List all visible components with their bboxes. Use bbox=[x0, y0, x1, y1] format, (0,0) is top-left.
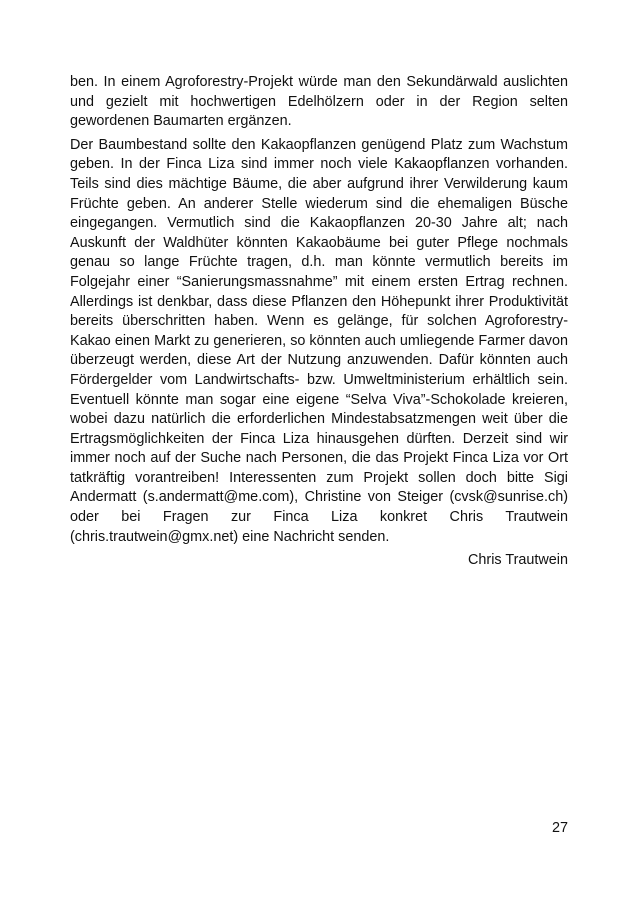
paragraph-2: Der Baumbestand sollte den Kakaopflanzen genügend Platz zum Wachstum geben. In der Finca Liza sind immer noch viele Kakaopflanzen vorhanden. Teils sind dies mächtige Bäume, die aber aufgrund ihrer Verwilderung kaum Früchte geben. An anderer Stelle wiederum sind die ehemaligen Büsche eingegangen. Vermutlich sind die Kakaopflanzen 20-30 Jahre alt; nach Auskunft der Waldhüter könnten Kakaobäume bei guter Pflege nochmals genau so lange Früchte tragen, d.h. man könnte vermutlich bereits im Folgejahr einer “Sanierungsmassnahme” mit einem ersten Ertrag rechnen. Allerdings ist denkbar, dass diese Pflanzen den Höhepunkt ihrer Produktivität bereits überschritten haben. Wenn es gelänge, für solchen Agroforestry-Kakao einen Markt zu generieren, so könnten auch umliegende Farmer davon überzeugt werden, diese Art der Nutzung anzuwenden. Dafür könnten auch Fördergelder vom Landwirtschafts- bzw. Umweltministerium erhältlich sein. Eventuell könnte man sogar eine eigene “Selva Viva”-Schokolade kreieren, wobei dazu natürlich die erforderlichen Mindestabsatzmengen weit über die Ertragsmöglichkeiten der Finca Liza hinausgehen dürften. Derzeit sind wir immer noch auf der Suche nach Personen, die das Projekt Finca Liza vor Ort tatkräftig vorantreiben! Interessenten zum Projekt sollen doch bitte Sigi Andermatt (s.andermatt@me.com), Christine von Steiger (cvsk@sunrise.ch) oder bei Fragen zur Finca Liza konkret Chris Trautwein (chris.trautwein@gmx.net) eine Nachricht senden. bbox=[70, 136, 568, 545]
paragraph-1: ben. In einem Agroforestry-Projekt würde man den Sekundärwald auslichten und gezielt mit hochwertigen Edelhölzern oder in der Region selten gewordenen Baumarten ergänzen. bbox=[70, 74, 568, 130]
author-signature: Chris Trautwein bbox=[468, 552, 568, 569]
page-number: 27 bbox=[551, 820, 568, 836]
body-text bbox=[70, 73, 568, 571]
